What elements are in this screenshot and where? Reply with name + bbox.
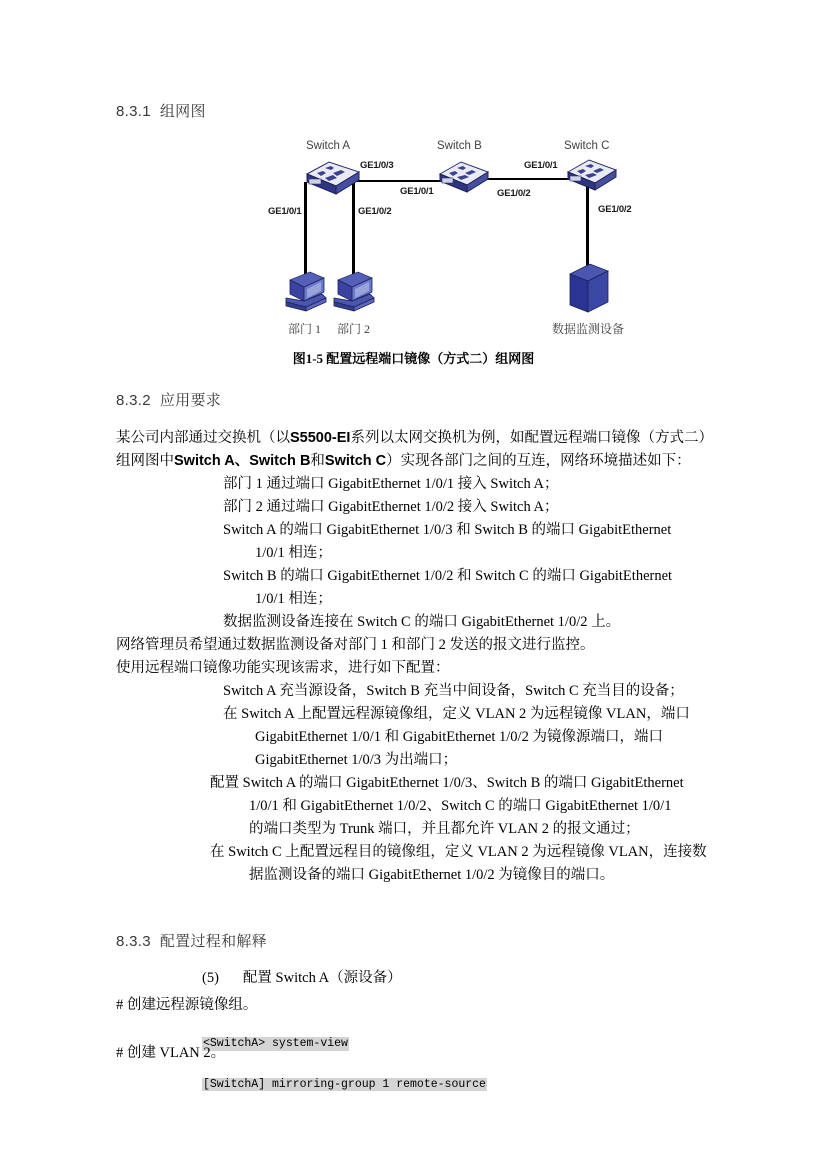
link-switch-b-to-switch-c	[487, 178, 572, 180]
procedure-comment-1: # 创建远程源镜像组。	[116, 997, 258, 1013]
port-label-b-from-a: GE1/0/1	[400, 186, 434, 197]
requirements-mid-line-2: 使用远程端口镜像功能实现该需求，进行如下配置：	[116, 660, 450, 676]
monitor-device-icon	[566, 260, 612, 318]
heading-8-3-2-title: 应用要求	[159, 392, 222, 409]
config-summary-line-1: Switch A 充当源设备，Switch B 充当中间设备，Switch C 充当目的设备；	[223, 683, 684, 699]
port-label-a-to-pc1: GE1/0/1	[268, 206, 302, 217]
procedure-step	[202, 966, 402, 987]
switch-b-icon	[436, 158, 492, 198]
node-label-pc-2: 部门 2	[337, 322, 371, 336]
switch-a-icon	[303, 158, 363, 200]
intro2-text-a: 组网图中	[116, 453, 174, 469]
requirement-line-6: 1/0/1 相连；	[255, 591, 332, 607]
code-line-1: <SwitchA> system-view	[203, 1037, 348, 1050]
port-label-b-to-c: GE1/0/2	[497, 188, 531, 199]
procedure-step-number: (5)	[202, 970, 219, 986]
config-summary-line-7: 的端口类型为 Trunk 端口，并且都允许 VLAN 2 的报文通过；	[249, 821, 640, 837]
heading-8-3-3	[116, 930, 267, 951]
pc-2-icon	[330, 268, 378, 316]
intro2-switch-c: Switch C	[324, 453, 387, 469]
requirement-line-2: 部门 2 通过端口 GigabitEthernet 1/0/2 接入 Switch A；	[223, 499, 559, 515]
intro2-and: 和	[310, 453, 325, 469]
port-label-c-to-monitor: GE1/0/2	[598, 204, 632, 215]
switch-c-icon	[564, 156, 620, 196]
label-switch-b: Switch B	[437, 140, 482, 152]
port-label-a-to-pc2: GE1/0/2	[358, 206, 392, 217]
heading-8-3-1-title: 组网图	[159, 103, 206, 120]
pc-1-icon	[282, 268, 330, 316]
intro-text-a: 某公司内部通过交换机（以	[116, 430, 290, 446]
requirements-mid-line-1: 网络管理员希望通过数据监测设备对部门 1 和部门 2 发送的报文进行监控。	[116, 637, 595, 653]
heading-8-3-2	[116, 389, 221, 410]
procedure-step-title: 配置 Switch A（源设备）	[242, 970, 402, 986]
intro2-switches-ab: Switch A、Switch B	[174, 453, 311, 469]
requirement-line-4: 1/0/1 相连；	[255, 545, 332, 561]
requirement-line-5: Switch B 的端口 GigabitEthernet 1/0/2 和 Switch C 的端口 GigabitEthernet	[223, 568, 673, 584]
intro-text-c: 系列以太网交换机为例，如配置远程端口镜像（方式二）	[350, 430, 713, 446]
heading-8-3-1	[116, 100, 206, 121]
intro-model-name: S5500-EI	[290, 430, 351, 446]
config-summary-line-8: 在 Switch C 上配置远程目的镜像组，定义 VLAN 2 为远程镜像 VLAN，连接数	[210, 844, 707, 860]
requirement-line-7: 数据监测设备连接在 Switch C 的端口 GigabitEthernet 1/0/2 上。	[223, 614, 621, 630]
heading-8-3-3-number: 8.3.3	[116, 933, 151, 950]
requirement-line-1: 部门 1 通过端口 GigabitEthernet 1/0/1 接入 Switch A；	[223, 476, 559, 492]
label-switch-c: Switch C	[564, 140, 610, 152]
config-summary-line-2: 在 Switch A 上配置远程源镜像组，定义 VLAN 2 为远程镜像 VLAN，端口	[223, 706, 690, 722]
heading-8-3-1-number: 8.3.1	[116, 103, 151, 120]
config-summary-line-4: GigabitEthernet 1/0/3 为出端口；	[255, 752, 458, 768]
network-topology-figure	[0, 130, 827, 375]
label-switch-a: Switch A	[306, 140, 351, 152]
port-label-a-to-b: GE1/0/3	[360, 160, 394, 171]
port-label-c-from-b: GE1/0/1	[524, 160, 558, 171]
node-label-monitor-device: 数据监测设备	[552, 322, 625, 336]
config-summary-line-6: 1/0/1 和 GigabitEthernet 1/0/2、Switch C 的端口 GigabitEthernet 1/0/1	[249, 798, 672, 814]
node-label-pc-1: 部门 1	[288, 322, 322, 336]
config-summary-line-9: 据监测设备的端口 GigabitEthernet 1/0/2 为镜像目的端口。	[249, 867, 615, 883]
intro2-text-e: ）实现各部门之间的互连，网络环境描述如下：	[386, 453, 691, 469]
requirements-intro-line-2	[116, 450, 691, 473]
heading-8-3-2-number: 8.3.2	[116, 392, 151, 409]
heading-8-3-3-title: 配置过程和解释	[159, 933, 267, 950]
code-block	[202, 1010, 487, 1118]
requirement-line-3: Switch A 的端口 GigabitEthernet 1/0/3 和 Switch B 的端口 GigabitEthernet	[223, 522, 672, 538]
config-summary-line-3: GigabitEthernet 1/0/1 和 GigabitEthernet 1/0/2 为镜像源端口，端口	[255, 729, 663, 745]
code-line-2: [SwitchA] mirroring-group 1 remote-source	[203, 1077, 486, 1091]
procedure-comment-2: # 创建 VLAN 2。	[116, 1045, 226, 1061]
figure-caption: 图1-5 配置远程端口镜像（方式二）组网图	[292, 351, 535, 366]
config-summary-line-5: 配置 Switch A 的端口 GigabitEthernet 1/0/3、Switch B 的端口 GigabitEthernet	[210, 775, 684, 791]
requirements-intro-line-1	[116, 427, 713, 450]
